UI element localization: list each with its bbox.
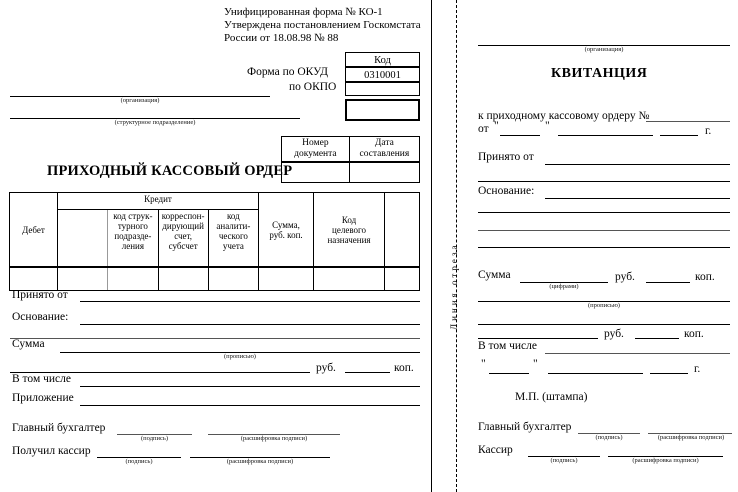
- page-title: ПРИХОДНЫЙ КАССОВЫЙ ОРДЕР: [47, 163, 293, 179]
- receipt-basis-input[interactable]: [545, 198, 730, 199]
- cell-extra[interactable]: [385, 267, 420, 291]
- code-okud-value[interactable]: 0310001: [345, 67, 420, 82]
- label-received-cashier: Получил кассир: [12, 445, 91, 457]
- receipt-sum-figures-caption: (цифрами): [549, 283, 579, 290]
- header-purpose-code-l2: целевого: [332, 224, 366, 235]
- receipt-label-kop-2: коп.: [684, 328, 704, 340]
- form-legal-header-line-3: России от 18.08.98 № 88: [224, 32, 339, 44]
- label-chief-accountant: Главный бухгалтер: [12, 422, 106, 434]
- code-table-header: Код: [345, 52, 420, 67]
- basis-input[interactable]: [80, 324, 420, 325]
- label-kop: коп.: [394, 362, 414, 374]
- receipt-from-prefix: от: [478, 123, 489, 135]
- header-corresponding-account: [158, 210, 208, 268]
- receipt-quote-close: ": [545, 120, 550, 132]
- label-basis: Основание:: [12, 311, 69, 323]
- receipt-label-rub-2: руб.: [604, 328, 624, 340]
- cell-subdivision-code[interactable]: [108, 267, 158, 291]
- hcsc-l4: ления: [121, 241, 144, 251]
- receipt-sum-rub-input-2[interactable]: [478, 338, 598, 339]
- haac-l1: код аналити-: [216, 211, 251, 231]
- header-purpose-code-l1: Код: [341, 214, 357, 225]
- header-document-date-l1: Дата: [374, 138, 394, 148]
- value-document-date[interactable]: [349, 162, 419, 183]
- receipt-basis-input-3[interactable]: [478, 230, 730, 231]
- receipt-label-rub-1: руб.: [615, 271, 635, 283]
- receipt-date-day-input[interactable]: [489, 373, 529, 374]
- receipt-label-sum: Сумма: [478, 269, 511, 281]
- receipt-order-number-input[interactable]: [646, 121, 730, 122]
- haac-l2: ческого учета: [218, 231, 248, 251]
- header-debit: Дебет: [10, 193, 58, 268]
- header-purpose-code: [314, 193, 385, 268]
- table-row[interactable]: [10, 267, 420, 291]
- label-accepted-from: Принято от: [12, 289, 68, 301]
- receipt-basis-input-4[interactable]: [478, 247, 730, 248]
- hca-l4: субсчет: [168, 241, 198, 251]
- receipt-date-month-input[interactable]: [548, 373, 643, 374]
- receipt-label-kop-1: коп.: [695, 271, 715, 283]
- receipt-month-input[interactable]: [558, 135, 653, 136]
- cell-credit-spacer[interactable]: [58, 267, 108, 291]
- label-form-po-okud: Форма по ОКУД: [247, 66, 328, 78]
- receipt-accepted-from-input[interactable]: [545, 164, 730, 165]
- receipt-stamp-label: М.П. (штампа): [515, 391, 588, 403]
- receipt-quote-open: ": [494, 120, 499, 132]
- receipt-cashier-signature-caption: (подпись): [550, 457, 578, 464]
- receipt-order-label: к приходному кассовому ордеру №: [478, 110, 650, 122]
- cell-analytical-code[interactable]: [208, 267, 258, 291]
- receipt-cashier-name-caption: (расшифровка подписи): [632, 457, 699, 464]
- cashier-signature-caption: (подпись): [125, 458, 153, 465]
- form-legal-header-line-2: Утверждена постановлением Госкомстата: [224, 19, 421, 31]
- receipt-including-input[interactable]: [545, 353, 730, 354]
- accepted-from-input[interactable]: [80, 301, 420, 302]
- receipt-date-year-input[interactable]: [650, 373, 688, 374]
- header-sum-l2: руб. коп.: [269, 229, 303, 240]
- label-po-okpo: по ОКПО: [289, 81, 337, 93]
- header-document-date-l2: составления: [359, 149, 410, 159]
- hcsc-l2: турного: [117, 221, 148, 231]
- receipt-label-accepted-from: Принято от: [478, 151, 534, 163]
- label-rub: руб.: [316, 362, 336, 374]
- form-legal-header-line-1: Унифицированная форма № КО-1: [224, 6, 383, 18]
- receipt-date-year-suffix: г.: [694, 363, 701, 375]
- chief-accountant-signature-caption: (подпись): [141, 435, 168, 442]
- code-extra-box[interactable]: [345, 99, 420, 121]
- header-credit-subdivision-code: [108, 210, 158, 268]
- label-including: В том числе: [12, 373, 71, 385]
- cut-line-label: Линия отреза: [449, 242, 459, 330]
- receipt-sum-words-input-2[interactable]: [478, 324, 730, 325]
- credit-spacer-column: [58, 210, 108, 268]
- hcsc-l1: код струк-: [113, 211, 153, 221]
- header-analytical-account-code: [208, 210, 258, 268]
- header-credit: Кредит: [58, 193, 259, 210]
- hcsc-l3: подразде-: [114, 231, 152, 241]
- receipt-label-basis: Основание:: [478, 185, 535, 197]
- receipt-year-suffix: г.: [705, 125, 712, 137]
- header-document-number-l1: Номер: [302, 138, 329, 148]
- receipt-label-chief-accountant: Главный бухгалтер: [478, 421, 572, 433]
- subdivision-caption: (структурное подразделение): [114, 119, 196, 126]
- attachment-input[interactable]: [80, 405, 420, 406]
- label-attachment: Приложение: [12, 392, 74, 404]
- receipt-organization-caption: (организация): [584, 46, 624, 53]
- sum-rule-top: [10, 338, 420, 339]
- header-document-number: [282, 137, 350, 163]
- header-purpose-code-l3: назначения: [327, 234, 371, 245]
- header-extra-column: [385, 193, 420, 268]
- receipt-label-cashier: Кассир: [478, 444, 513, 456]
- label-sum: Сумма: [12, 338, 45, 350]
- receipt-year-input[interactable]: [660, 135, 698, 136]
- form-legal-header: [224, 6, 421, 45]
- receipt-date-quote-open: ": [481, 358, 486, 370]
- cell-debit[interactable]: [10, 267, 58, 291]
- header-document-date: [349, 137, 419, 163]
- sum-kop-input[interactable]: [345, 372, 390, 373]
- header-sum: [259, 193, 314, 268]
- receipt-date-quote-close: ": [533, 358, 538, 370]
- header-sum-l1: Сумма,: [272, 219, 300, 230]
- hca-l3: счет,: [174, 231, 193, 241]
- including-input[interactable]: [80, 386, 420, 387]
- header-document-number-l2: документа: [294, 149, 337, 159]
- receipt-accepted-from-input-2[interactable]: [478, 181, 730, 182]
- accounting-table: [9, 192, 420, 291]
- receipt-sum-words-caption: (прописью): [588, 302, 620, 309]
- receipt-chief-accountant-signature-caption: (подпись): [595, 434, 623, 441]
- cell-sum[interactable]: [259, 267, 314, 291]
- receipt-day-input[interactable]: [500, 135, 540, 136]
- code-okpo-value[interactable]: [345, 82, 420, 96]
- hca-l2: дирующий: [162, 221, 204, 231]
- receipt-label-including: В том числе: [478, 340, 537, 352]
- receipt-chief-accountant-name-caption: (расшифровка подписи): [657, 434, 725, 441]
- receipt-sum-kop-input-2[interactable]: [635, 338, 679, 339]
- receipt-sum-kop-input[interactable]: [646, 282, 690, 283]
- organization-caption: (организация): [120, 97, 160, 104]
- receipt-basis-input-2[interactable]: [478, 212, 730, 213]
- receipt-title: КВИТАНЦИЯ: [551, 66, 648, 81]
- cell-corresponding-account[interactable]: [158, 267, 208, 291]
- document-number-date-table: [281, 136, 420, 183]
- cell-purpose-code[interactable]: [314, 267, 385, 291]
- chief-accountant-name-caption: (расшифровка подписи): [240, 435, 308, 442]
- cashier-name-caption: (расшифровка подписи): [226, 458, 294, 465]
- sum-words-caption: (прописью): [224, 353, 256, 360]
- hca-l1: корреспон-: [161, 211, 205, 221]
- cut-line-solid: [431, 0, 432, 492]
